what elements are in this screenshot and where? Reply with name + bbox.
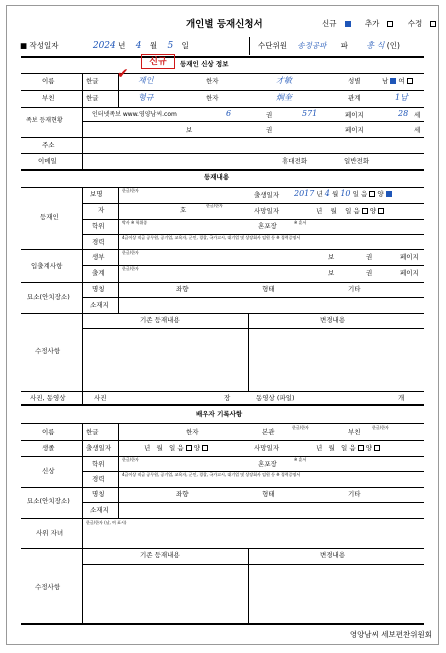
label-edits: 수정사항 [35, 347, 61, 355]
section-header-content: 등재내용 [204, 173, 230, 181]
label-hangul: 한글 [86, 77, 99, 85]
form-title: 개인별 등재신청서 [186, 19, 263, 30]
date-row: ■ 작성일자 2024 년 4 월 5 일 [20, 41, 189, 51]
hint: 한글/한자 [122, 266, 139, 271]
label-orientation: 좌향 [176, 490, 189, 498]
new-stamp: 신규 [141, 54, 175, 69]
label-gender: 성별 [348, 77, 361, 85]
label-old-content: 기존 등재내용 [140, 551, 180, 559]
label-photo-video: 사진, 동영상 [30, 394, 66, 402]
label-other: 기타 [348, 490, 361, 498]
label-generation: 세 [414, 111, 421, 119]
label-adopt-out: 출계 [92, 269, 105, 277]
hint: 한글/한자 [206, 203, 223, 208]
label-honor: 혼포장 [258, 222, 277, 230]
hint: 한글/한자 [372, 425, 389, 430]
thick-line [21, 56, 424, 58]
label-other: 기타 [348, 285, 361, 293]
add-checkbox[interactable] [387, 21, 393, 27]
label-grave: 묘소(안치장소) [27, 293, 70, 301]
label-count: 장 [224, 394, 231, 402]
label-honor: 혼포장 [258, 460, 277, 468]
submitter-name[interactable]: 홍 식 [366, 41, 385, 50]
label-volume: 권 [266, 126, 273, 134]
female-checkbox[interactable] [407, 78, 413, 84]
label-degree: 학위 [92, 222, 105, 230]
col-line [82, 187, 83, 404]
row-line [82, 328, 424, 329]
label-ja: 자 [98, 206, 105, 214]
hint: 4급이상 직급 공무원, 공기업, 교육자, 군인, 경찰, 국가고시, 대기업 및 상장회사 임원 등 ※ 경력증명서 [122, 235, 301, 240]
label-location: 소재지 [90, 301, 109, 309]
page-value[interactable]: 571 [302, 109, 318, 118]
label-birth: 출생일자 [86, 444, 112, 452]
label-volume: 권 [366, 269, 373, 277]
label-location: 소재지 [90, 506, 109, 514]
hint: 한글/한자 [122, 250, 139, 255]
hint: 한글/한자 [122, 188, 139, 193]
label-name: 이름 [42, 77, 55, 85]
label-ho: 호 [180, 206, 187, 214]
clan-name[interactable]: 송정공파 [297, 41, 327, 50]
label-bo: 보 [328, 253, 335, 261]
label-bon: 보명 [90, 190, 103, 198]
relation-value[interactable]: 1남 [395, 93, 408, 102]
label-jokbo: 족보 등재현황 [26, 117, 63, 124]
col-line [248, 313, 249, 391]
label-phone: 일반전화 [344, 157, 370, 165]
label-grave: 묘소(안치장소) [27, 497, 70, 505]
label-hangul: 한글 [86, 428, 99, 436]
thick-line [21, 169, 424, 171]
hint: 4급이상 직급 공무원, 공기업, 교육자, 군인, 경찰, 국가고시, 대기업 및 상장회사 임원 등 ※ 경력증명서 [122, 472, 301, 477]
label-edits: 수정사항 [35, 583, 61, 591]
row-line [82, 121, 424, 122]
label-bo: 보 [328, 269, 335, 277]
legend-add[interactable]: 추가 [365, 19, 400, 28]
label-hanja: 한자 [186, 428, 199, 436]
label-grave-name: 명칭 [92, 490, 105, 498]
date-day[interactable]: 5 [167, 41, 174, 51]
label-grave-name: 명칭 [92, 285, 105, 293]
legend-new[interactable]: 신규 [322, 19, 357, 28]
label-death: 사망일자 [254, 444, 280, 452]
legend-edit[interactable]: 수정 [408, 19, 443, 28]
check-mark-icon: ✔ [117, 66, 129, 82]
form-border [6, 5, 439, 645]
internet-jokbo-url[interactable]: 인터넷족보 www.영양남씨.com [92, 111, 177, 118]
col-line [82, 73, 83, 169]
label-career: 경력 [92, 238, 105, 246]
label-bo: 보 [186, 126, 193, 134]
name-hangul-value[interactable]: 재인 [138, 76, 154, 85]
label-count: 개 [398, 394, 405, 402]
gender-options: 남 여 [382, 78, 413, 85]
label-page: 페이지 [345, 111, 364, 119]
label-hangul: 한글 [86, 94, 99, 102]
edit-checkbox[interactable] [430, 21, 436, 27]
col-line [248, 548, 249, 623]
label-page: 페이지 [400, 269, 419, 277]
label-form: 형태 [262, 490, 275, 498]
label-relation: 관계 [348, 94, 361, 102]
label-new-content: 변경내용 [320, 551, 346, 559]
label-profile: 신상 [42, 467, 55, 475]
label-photo: 사진 [94, 394, 107, 402]
label-orientation: 좌향 [176, 285, 189, 293]
father-hangul-value[interactable]: 형규 [138, 93, 154, 102]
label-name: 이름 [42, 428, 55, 436]
death-date: 년 월 일 음 양 [316, 208, 384, 215]
label-form: 형태 [262, 285, 275, 293]
section-header-personal: 등재인 신상 정보 [180, 60, 229, 68]
date-year[interactable]: 2024 [92, 41, 116, 51]
generation-value[interactable]: 28 [398, 109, 409, 118]
label-father: 부친 [42, 94, 55, 102]
label-life: 생졸 [42, 444, 55, 452]
col-line [118, 187, 119, 313]
spouse-birth-date: 년 월 일 음 양 [144, 445, 208, 452]
label-death: 사망일자 [254, 207, 280, 215]
new-checkbox[interactable] [345, 21, 351, 27]
label-birth: 출생일자 [254, 191, 280, 199]
hint: 한글/한자 [122, 457, 139, 462]
label-hanja: 한자 [206, 77, 219, 85]
label-page: 페이지 [345, 126, 364, 134]
divider [249, 37, 250, 55]
label-birth-father: 생부 [92, 253, 105, 261]
label-volume: 권 [366, 253, 373, 261]
male-checkbox[interactable] [390, 78, 396, 84]
status-legend [322, 18, 446, 29]
submitter-row: 수단위원 송정공파 파 홍 식 (인) [258, 41, 400, 50]
birth-date: 2017 년 4 월 10 일 음 양 [294, 190, 392, 198]
volume-value[interactable]: 6 [226, 109, 232, 118]
label-degree: 학위 [92, 460, 105, 468]
spouse-death-date: 년 월 일 음 양 [316, 445, 380, 452]
hint: 한글/한자 [292, 425, 309, 430]
label-career: 경력 [92, 475, 105, 483]
row-line [82, 297, 424, 298]
name-hanja-value[interactable]: 才敏 [276, 76, 292, 85]
col-line [118, 423, 119, 518]
label-video: 동영상 (파일) [256, 394, 295, 402]
footer-org: 영양남씨 세보편찬위원회 [349, 630, 432, 639]
label-email: 이메일 [38, 157, 57, 165]
father-hanja-value[interactable]: 炯奎 [276, 93, 292, 102]
hint: 한글/한자 (남, 여 표시) [86, 520, 127, 525]
hint: 박사 ※ 학위종 [122, 220, 148, 225]
label-generation: 세 [414, 126, 421, 134]
label-volume: 권 [266, 111, 273, 119]
label-old-content: 기존 등재내용 [140, 316, 180, 324]
label-new-content: 변경내용 [320, 316, 346, 324]
label-adoption: 입출계사항 [31, 262, 63, 270]
label-son-in-law: 사위 자녀 [36, 529, 64, 537]
section-header-spouse: 배우자 기록사항 [196, 410, 243, 418]
row-line [82, 564, 424, 565]
label-hanja: 한자 [206, 94, 219, 102]
thick-line [21, 623, 424, 625]
hint: ※ 훈서 [294, 457, 307, 462]
label-father: 부친 [348, 428, 361, 436]
label-page: 페이지 [400, 253, 419, 261]
thick-line [21, 404, 424, 406]
row-line [82, 502, 424, 503]
label-registrant: 등재인 [40, 213, 59, 221]
label-bongwan: 본관 [262, 428, 275, 436]
label-address: 주소 [42, 141, 55, 149]
col-line [82, 423, 83, 623]
row-line [82, 203, 424, 204]
hint: ※ 훈서 [294, 220, 307, 225]
date-month[interactable]: 4 [135, 41, 142, 51]
label-mobile: 휴대전화 [282, 157, 308, 165]
